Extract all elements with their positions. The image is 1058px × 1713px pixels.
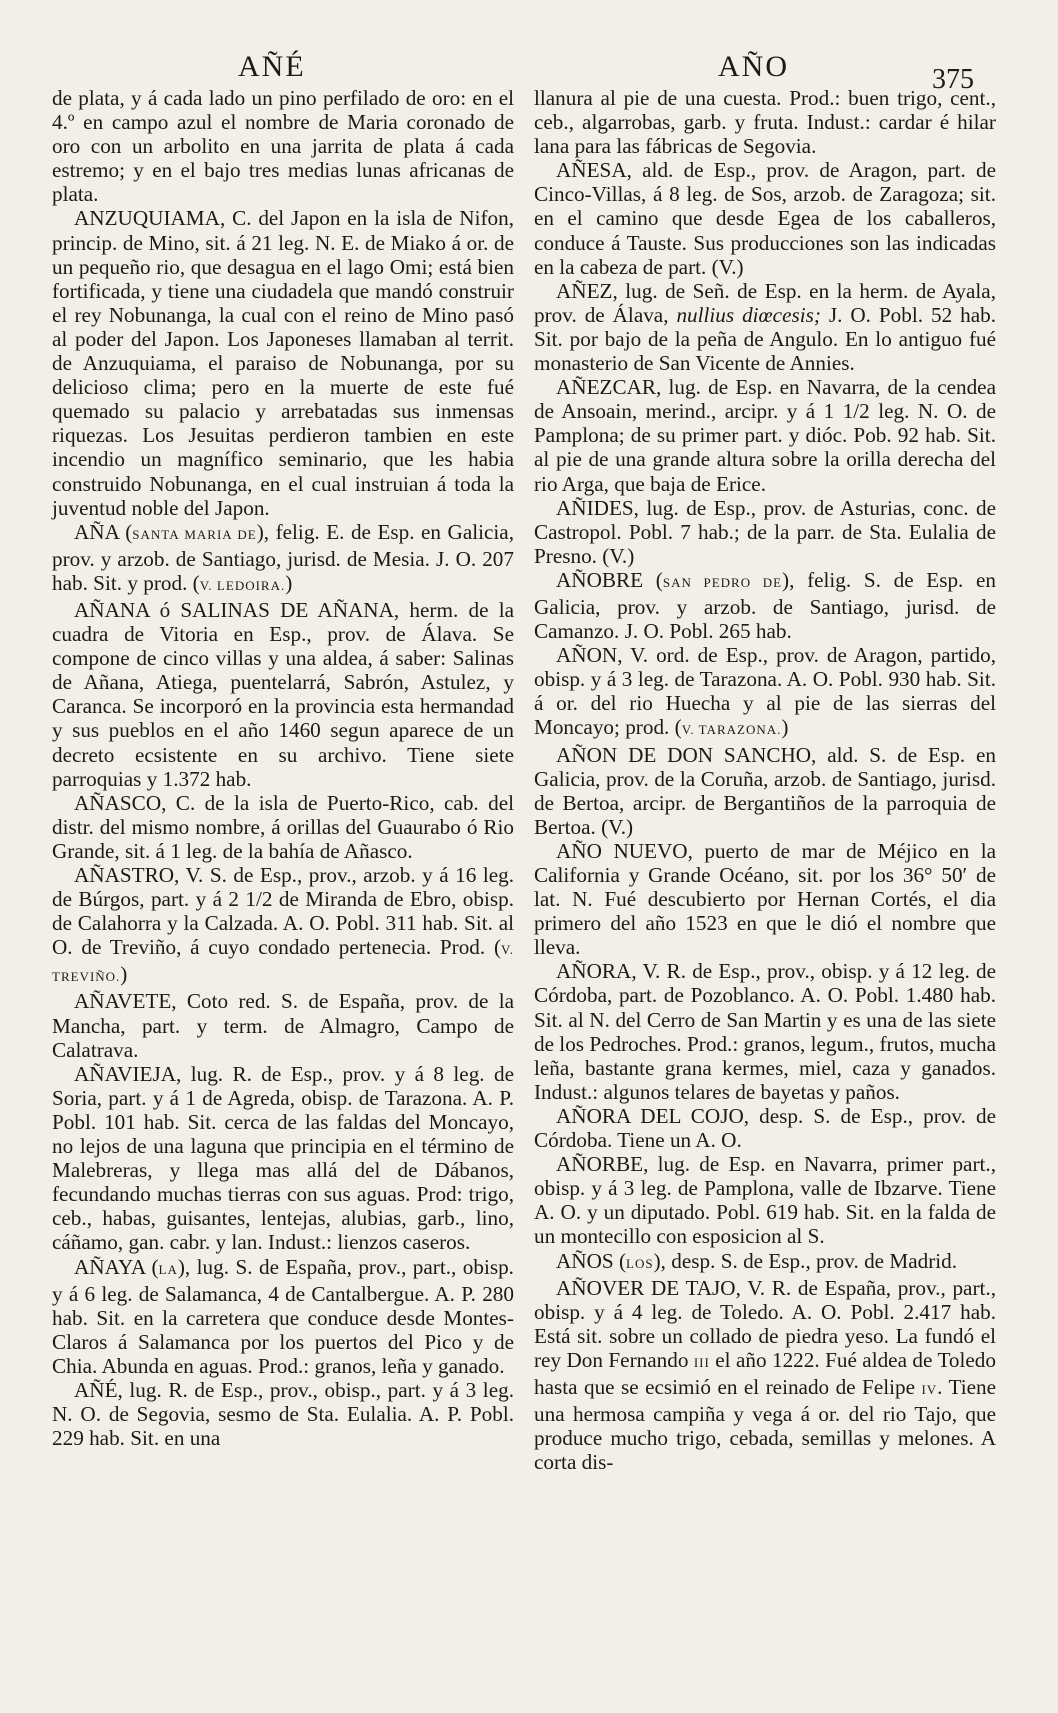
entry-anon-de-don-sancho: AÑON DE DON SANCHO, ald. S. de Esp. en Galicia, prov. de la Coruña, arzob. de Santiago, jurisd. de Bertoa, arcipr. de Bergantiños de la parroquia de Bertoa. (V.) [534, 742, 996, 839]
running-head-right: AÑO [718, 50, 789, 83]
left-column [52, 86, 514, 1450]
page-number: 375 [932, 64, 974, 95]
entry-ana: AÑA (SANTA MARIA DE), felig. E. de Esp. en Galicia, prov. y arzob. de Santiago, jurisd. de Mesia. J. O. 207 hab. Sit. y prod. (V. LEDOIRA.) [52, 519, 514, 595]
entry-anobre: AÑOBRE (SAN PEDRO DE), felig. S. de Esp. en Galicia, prov. y arzob. de Santiago, jurisd. de Camanzo. J. O. Pobl. 265 hab. [534, 567, 996, 644]
entry-ano-nuevo: AÑO NUEVO, puerto de mar de Méjico en la California y Grande Océano, sit. por los 36° 50′ de lat. N. Fué descubierto por Hernan Cortés, el dia primero del año 1523 en que le dió el nombre que lleva. [534, 838, 996, 960]
entry-anon: AÑON, V. ord. de Esp., prov. de Aragon, partido, obisp. y á 3 leg. de Tarazona. A. O. Pobl. 930 hab. Sit. á or. del rio Huecha y al pie de las sierras del Moncayo; prod. (V. TARAZONA.) [534, 643, 996, 740]
entry-anavete: AÑAVETE, Coto red. S. de España, prov. de la Mancha, part. y term. de Almagro, Campo de Calatrava. [52, 989, 514, 1062]
entry-anastro: AÑASTRO, V. S. de Esp., prov., arzob. y á 16 leg. de Búrgos, part. y á 2 1/2 de Miranda de Ebro, obisp. de Calahorra y la Calzada. A. O. Pobl. 311 hab. Sit. al O. de Treviño, á cuyo condado pertenecia. Prod. (V. TREVIÑO.) [52, 863, 514, 987]
entry-anaya: AÑAYA (LA), lug. S. de España, prov., part., obisp. y á 6 leg. de Salamanca, 4 de Cantalbergue. A. P. 280 hab. Sit. en la carretera que conduce desde Montes-Claros á Salamanca por los puertos del Pico y de Chia. Abunda en aguas. Prod.: granos, leña y ganado. [52, 1254, 514, 1378]
entry-anora: AÑORA, V. R. de Esp., prov., obisp. y á 12 leg. de Córdoba, part. de Pozoblanco. A. O. Pobl. 1.480 hab. Sit. al N. del Cerro de San Martin y es una de las siete de los Pedroches. Prod.: granos, legum., frutos, mucha leña, bastante grana kermes, miel, caza y ganados. Indust.: algunos telares de bayetas y paños. [534, 959, 996, 1104]
right-column [534, 86, 996, 1474]
entry-anorbe: AÑORBE, lug. de Esp. en Navarra, primer part., obisp. y á 3 leg. de Pamplona, valle de Ibzarve. Tiene A. O. y un diputado. Pobl. 619 hab. Sit. en la falda de un montecillo con esposicion al S. [534, 1152, 996, 1249]
entry-anzuquiama: ANZUQUIAMA, C. del Japon en la isla de Nifon, princip. de Mino, sit. á 21 leg. N. E. de Miako á or. de un pequeño rio, que desagua en el lago Omi; está bien fortificada, y tiene una ciudadela que mandó construir el rey Nobunanga, la cual con el reino de Mino pasó al poder del Japon. Los Japoneses llamaban al territ. de Anzuquiama, el paraiso de Nobunanga, por su delicioso clima; pero en la muerte de este fué quemado su palacio y arrebatadas sus inmensas riquezas. Los Jesuitas perdieron tambien en este incendio un magnífico seminario, que les habia construido Nobunanga, en el cual instruian á toda la juventud noble del Japon. [52, 206, 514, 520]
entry-ane: AÑÉ, lug. R. de Esp., prov., obisp., part. y á 3 leg. N. O. de Segovia, sesmo de Sta. Eulalia. A. P. Pobl. 229 hab. Sit. en una [52, 1377, 514, 1451]
entry-anavieja: AÑAVIEJA, lug. R. de Esp., prov. y á 8 leg. de Soria, part. y á 1 de Agreda, obisp. de Tarazona. A. P. Pobl. 101 hab. Sit. cerca de las faldas del Moncayo, no lejos de una laguna que principia en el término de Malebreras, y llega mas allá del de Dábanos, fecundando muchas tierras con sus aguas. Prod: trigo, ceb., habas, guisantes, lentejas, alubias, garb., lino, cáñamo, gan. cabr. y lan. Indust.: lienzos caseros. [52, 1061, 514, 1255]
entry-anana: AÑANA ó SALINAS DE AÑANA, herm. de la cuadra de Vitoria en Esp., prov. de Álava. Se compone de cinco villas y una aldea, á saber: Salinas de Añana, Atiega, puentelarrá, Sabrón, Astulez, y Caranca. Se incorporó en la provincia esta hermandad y sus pueblos en el año 1460 segun aparece de un decreto ecsistente en su archivo. Tiene siete parroquias y 1.372 hab. [52, 597, 514, 791]
entry-continuation: llanura al pie de una cuesta. Prod.: buen trigo, cent., ceb., algarrobas, garb. y fruta. Indust.: cardar é hilar lana para las fábricas de Segovia. [534, 86, 996, 159]
entry-anos: AÑOS (LOS), desp. S. de Esp., prov. de Madrid. [556, 1248, 958, 1273]
entry-continuation: de plata, y á cada lado un pino perfilado de oro: en el 4.º en campo azul el nombre de Maria coronado de oro con un arbolito en una jarrita de plata á cada estremo; y en el bajo tres medias lunas africanas de plata. [52, 86, 514, 207]
entry-anides: AÑIDES, lug. de Esp., prov. de Asturias, conc. de Castropol. Pobl. 7 hab.; de la parr. de Sta. Eulalia de Presno. (V.) [534, 495, 996, 568]
running-head-left: AÑÉ [238, 50, 306, 83]
page-header [0, 50, 1058, 95]
entry-anasco: AÑASCO, C. de la isla de Puerto-Rico, cab. del distr. del mismo nombre, á orillas del Guaurabo ó Rio Grande, sit. á 1 leg. de la bahía de Añasco. [52, 790, 514, 863]
entry-anora-del-cojo: AÑORA DEL COJO, desp. S. de Esp., prov. de Córdoba. Tiene un A. O. [534, 1103, 996, 1153]
entry-anover-de-tajo: AÑOVER DE TAJO, V. R. de España, prov., part., obisp. y á 4 leg. de Toledo. A. O. Pobl. 2.417 hab. Está sit. sobre un collado de piedra yeso. La fundó el rey Don Fernando III el año 1222. Fué aldea de Toledo hasta que se ecsimió en el reinado de Felipe IV. Tiene una hermosa campiña y vega á or. del rio Tajo, que produce mucho trigo, cebada, semillas y melones. A corta dis- [534, 1275, 996, 1475]
entry-anezcar: AÑEZCAR, lug. de Esp. en Navarra, de la cendea de Ansoain, merind., arcipr. y á 1 1/2 leg. N. O. de Pamplona; de su primer part. y dióc. Pob. 92 hab. Sit. al pie de una grande altura sobre la orilla derecha del rio Arga, que baja de Erice. [534, 375, 996, 496]
entry-anez: AÑEZ, lug. de Señ. de Esp. en la herm. de Ayala, prov. de Álava, nullius diœcesis; J. O. Pobl. 52 hab. Sit. por bajo de la peña de Angulo. En lo antiguo fué monasterio de San Vicente de Annies. [534, 278, 996, 376]
entry-anesa: AÑESA, ald. de Esp., prov. de Aragon, part. de Cinco-Villas, á 8 leg. de Sos, arzob. de Zaragoza; sit. en el camino que desde Egea de los caballeros, conduce á Tauste. Sus producciones son las indicadas en la cabeza de part. (V.) [534, 158, 996, 279]
